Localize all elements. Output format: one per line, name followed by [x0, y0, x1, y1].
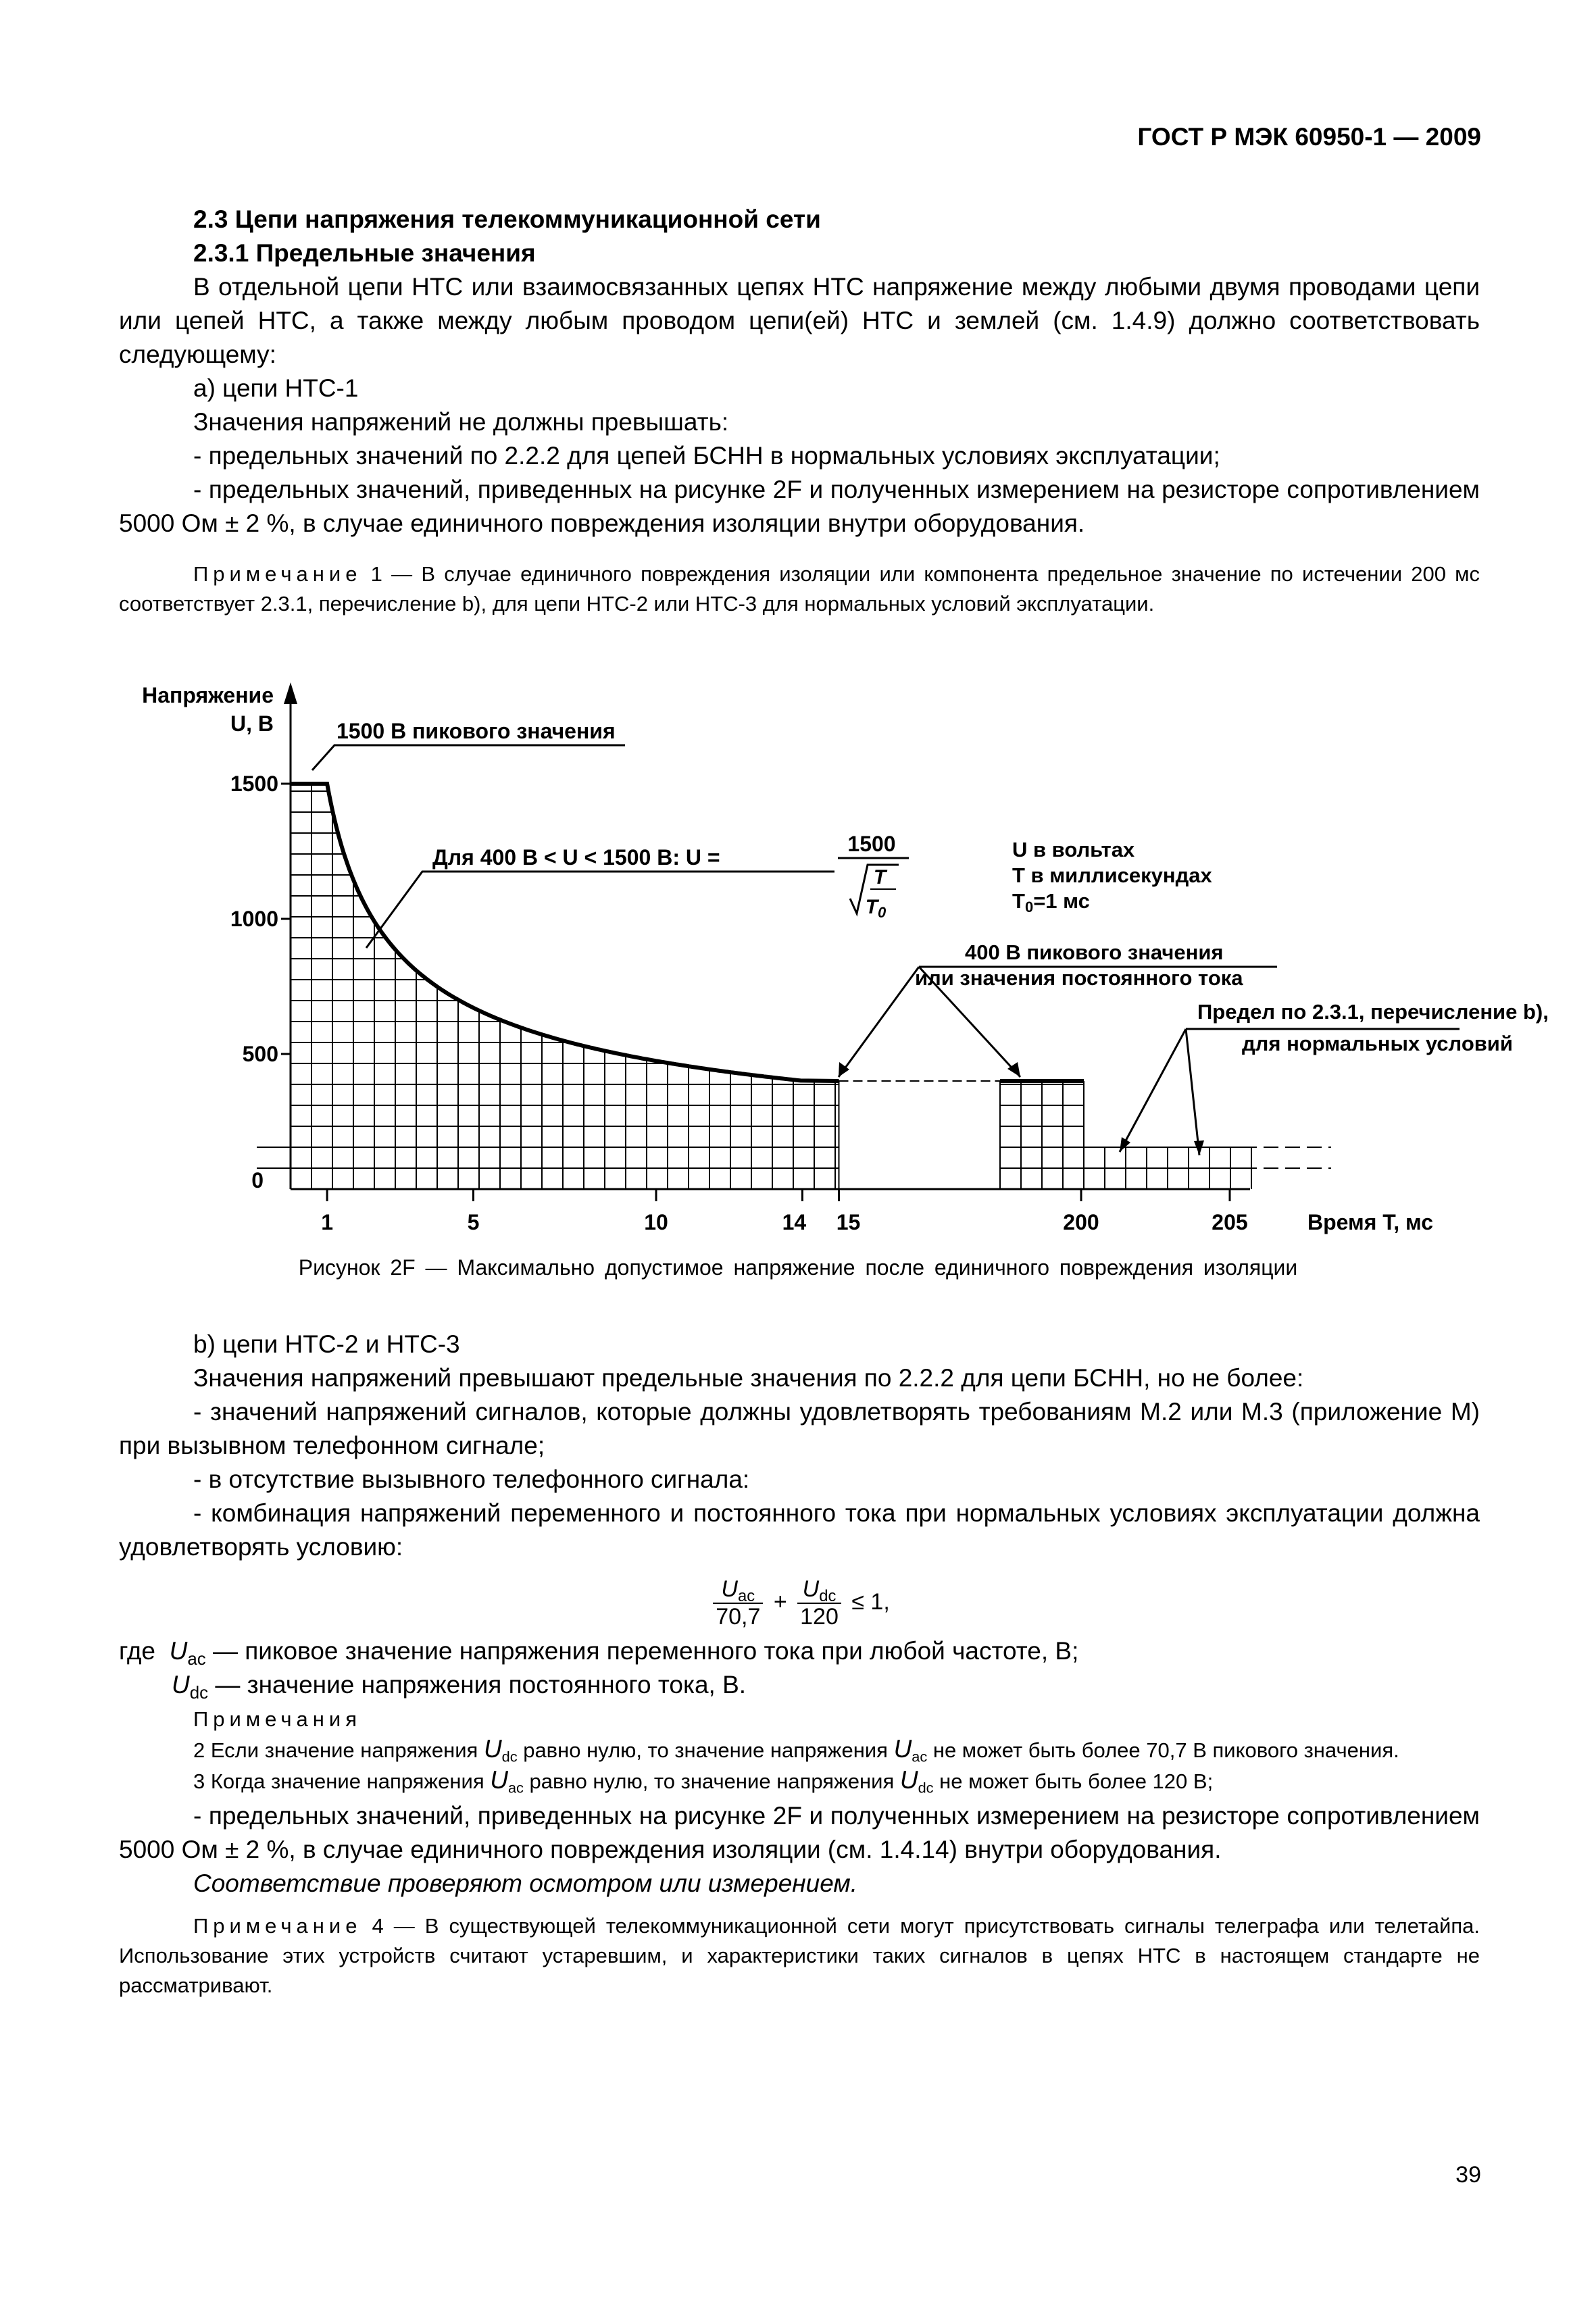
- annotation-limit-1: Предел по 2.3.1, перечисление b),: [1197, 1000, 1549, 1024]
- annotation-units-3: T0=1 мс: [1012, 889, 1090, 915]
- note-1-text: 1 — В случае единичного повреждения изоляции или компонента предельное значение по истечении 200 мс соответствует 2.3.1, перечисление b), для цепи НТС-2 или НТС-3 для нормальных условий эксплуатации.: [119, 562, 1480, 615]
- annotation-units-2: T в миллисекундах: [1012, 863, 1212, 887]
- notes-label: Примечания: [193, 1707, 361, 1731]
- y-axis-label-1: Напряжение: [142, 683, 274, 707]
- section-title: 2.3 Цепи напряжения телекоммуникационной сети: [193, 205, 821, 233]
- annotation-formula-num: 1500: [847, 832, 896, 856]
- part-b: [119, 1328, 1480, 2001]
- section-intro: [119, 203, 1480, 619]
- exceed-paragraph: Значения напряжений превышают предельные значения по 2.2.2 для цепи БСНН, но не более:: [193, 1364, 1304, 1392]
- note-1: [119, 559, 1480, 619]
- chart-curve: [291, 784, 1084, 1081]
- figure-2f: [122, 669, 1549, 1277]
- y-axis-label-2: U, В: [230, 711, 274, 736]
- x-ticks: [321, 1189, 1247, 1234]
- where-udc: $U_{dc}$ — значение напряжения постоянного тока, В.: [172, 1671, 747, 1703]
- note-2: 2 Если значение напряжения $U_{dc}$ равно нулю, то значение напряжения $U_{ac}$ не может быть более 70,7 В пикового значения.: [193, 1735, 1399, 1765]
- annotation-limit-2: для нормальных условий: [1242, 1032, 1513, 1055]
- limit-curve: [291, 784, 839, 1081]
- page-header: ГОСТ Р МЭК 60950-1 — 2009: [1137, 123, 1481, 151]
- item-b: b) цепи НТС-2 и НТС-3: [193, 1330, 460, 1358]
- annotation-limit-leader-a: [1120, 1029, 1186, 1152]
- bullet-ring: - значений напряжений сигналов, которые должны удовлетворять требованиям М.2 или М.3 (приложение М) при вызывном телефонном сигнале;: [119, 1398, 1480, 1459]
- annotation-400-leader-a: [839, 967, 919, 1077]
- annotation-limit-leader-b: [1186, 1029, 1199, 1155]
- annotation-formula-prefix: Для 400 В < U < 1500 В: U =: [432, 845, 720, 870]
- annotation-formula-T: T: [873, 866, 887, 888]
- condition-formula: $\frac{U_{ac}}{70,7}$ + $\frac{U_{dc}}{120}$ ≤ 1,: [119, 1576, 1480, 1630]
- annotation-formula-T0: $T_0$: [865, 896, 887, 921]
- page-number: 39: [1455, 2162, 1481, 2188]
- y-tick-label: 500: [242, 1042, 278, 1066]
- bullet-noring: - в отсутствие вызывного телефонного сигнала:: [193, 1465, 750, 1493]
- bullet-1: - предельных значений по 2.2.2 для цепей БСНН в нормальных условиях эксплуатации;: [193, 442, 1220, 470]
- annotation-400-2: или значения постоянного тока: [915, 966, 1243, 990]
- x-tick-label: 15: [836, 1210, 861, 1234]
- formula-frac-dc: $\frac{U_{dc}}{120}$: [797, 1576, 841, 1630]
- x-tick-label: 200: [1063, 1210, 1099, 1234]
- x-tick-label: 14: [782, 1210, 807, 1234]
- figure-caption: Рисунок 2F — Максимально допустимое напряжение после единичного повреждения изоляции: [298, 1255, 1298, 1280]
- item-a: а) цепи НТС-1: [193, 374, 359, 402]
- bullet-limits: - предельных значений, приведенных на рисунке 2F и полученных измерением на резисторе сопротивлением 5000 Ом ± 2 %, в случае единичного повреждения изоляции (см. 1.4.14) внутри оборудования.: [119, 1802, 1480, 1863]
- y-tick-label: 0: [251, 1168, 264, 1192]
- x-tick-label: 1: [321, 1210, 333, 1234]
- x-tick-label: 10: [644, 1210, 668, 1234]
- annotation-units-1: U в вольтах: [1012, 838, 1135, 861]
- annotation-peak: 1500 В пикового значения: [336, 719, 616, 743]
- y-tick-label: 1500: [230, 772, 278, 796]
- intro-paragraph: В отдельной цепи НТС или взаимосвязанных цепях НТС напряжение между любыми двумя проводами цепи или цепей НТС, а также между любым проводом цепи(ей) НТС и землей (см. 1.4.9) должно соответствовать следующему:: [119, 273, 1480, 368]
- compliance-statement: Соответствие проверяют осмотром или измерением.: [193, 1869, 858, 1897]
- bullet-2: - предельных значений, приведенных на рисунке 2F и полученных измерением на резисторе сопротивлением 5000 Ом ± 2 %, в случае единичного повреждения изоляции внутри оборудования.: [119, 476, 1480, 537]
- note-4: Примечание 4 — В существующей телекоммуникационной сети могут присутствовать сигналы телеграфа или телетайпа. Использование этих устройств считают устаревшим, и характеристики таких сигналов в цепях НТС в настоящем стандарте не рассматривают.: [119, 1914, 1480, 1997]
- bullet-combo: - комбинация напряжений переменного и постоянного тока при нормальных условиях эксплуатации должна удовлетворять условию:: [119, 1499, 1480, 1561]
- y-tick-label: 1000: [230, 907, 278, 931]
- where-uac: где $U_{ac}$ — пиковое значение напряжения переменного тока при любой частоте, В;: [119, 1637, 1079, 1669]
- formula-frac-ac: $\frac{U_{ac}}{70,7}$: [713, 1576, 763, 1630]
- note-3: 3 Когда значение напряжения $U_{ac}$ равно нулю, то значение напряжения $U_{dc}$ не может быть более 120 В;: [193, 1766, 1214, 1796]
- annotation-peak-leader: [312, 745, 625, 770]
- x-tick-label: 205: [1212, 1210, 1248, 1234]
- x-axis-label: Время T, мс: [1307, 1210, 1434, 1234]
- annotation-formula-leader: [366, 872, 834, 948]
- y-ticks: [230, 772, 291, 1192]
- limits-intro: Значения напряжений не должны превышать:: [193, 408, 729, 436]
- note-1-label: Примечание: [193, 562, 362, 586]
- section-subtitle: 2.3.1 Предельные значения: [193, 239, 536, 267]
- annotation-400-1: 400 В пикового значения: [965, 940, 1224, 964]
- y-axis-arrow: [284, 682, 297, 704]
- x-tick-label: 5: [467, 1210, 480, 1234]
